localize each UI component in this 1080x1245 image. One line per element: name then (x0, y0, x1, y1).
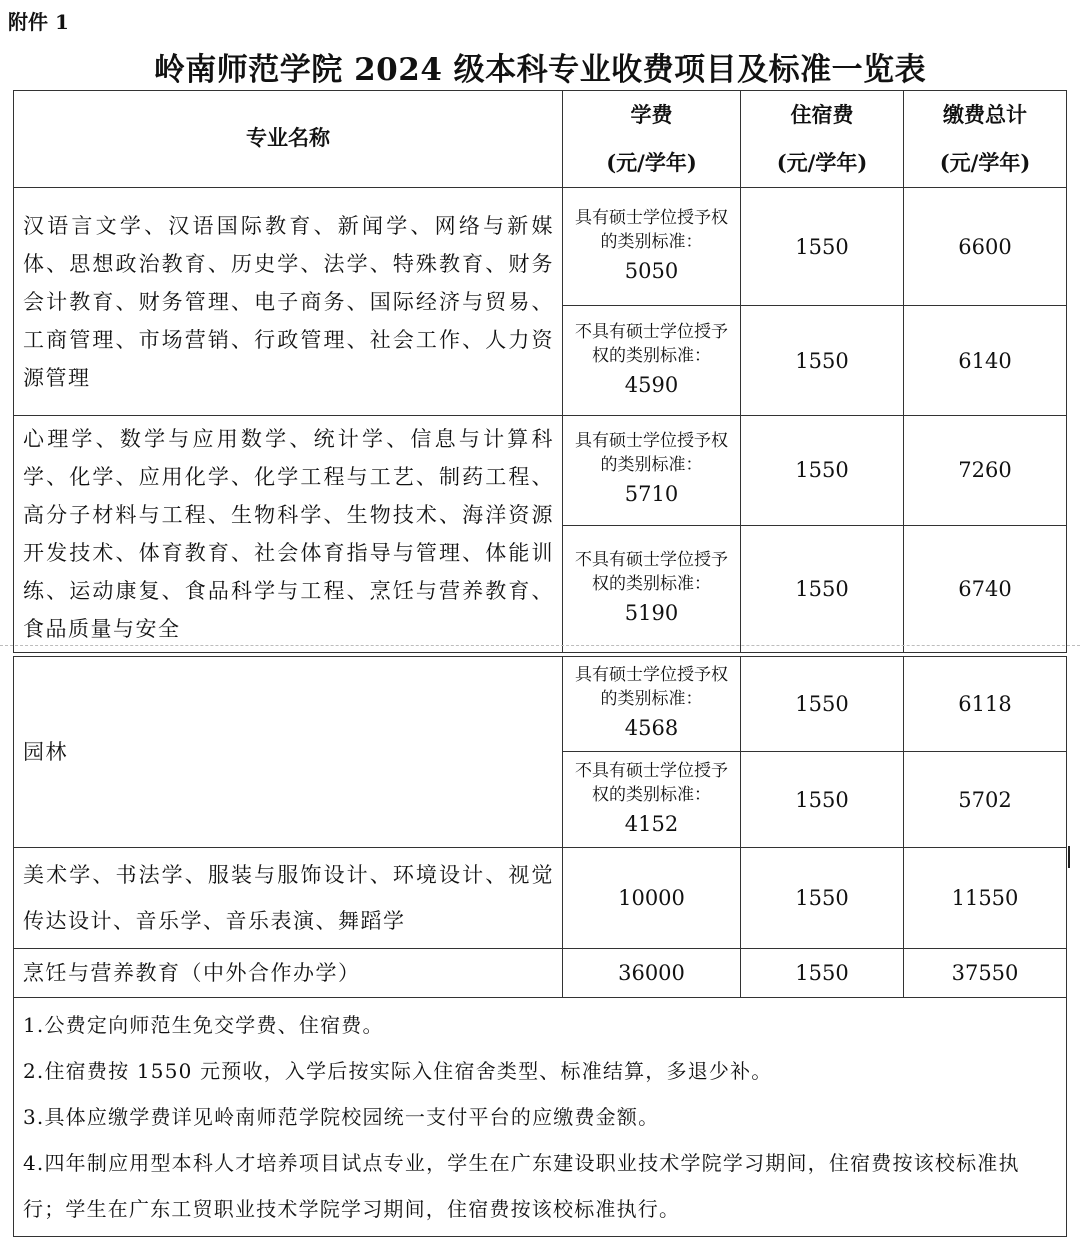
majors-cell: 汉语言文学、汉语国际教育、新闻学、网络与新媒体、思想政治教育、历史学、法学、特殊教育、财务会计教育、财务管理、电子商务、国际经济与贸易、工商管理、市场营销、行政管理、社会工作、人力资源管理 (14, 188, 563, 416)
tuition-cell (563, 188, 741, 306)
majors-cell: 园林 (14, 657, 563, 848)
fee-table-page-2 (13, 656, 1067, 1237)
header-housing (741, 91, 904, 188)
text-cursor (1068, 846, 1070, 868)
tuition-value: 4568 (624, 716, 679, 740)
table-row (14, 657, 1067, 752)
tuition-value: 5710 (624, 482, 679, 507)
note-item: 3.具体应缴学费详见岭南师范学院校园统一支付平台的应缴费金额。 (23, 1105, 660, 1129)
housing-value: 1550 (741, 949, 904, 998)
total-value: 6140 (904, 306, 1067, 416)
total-value: 37550 (904, 949, 1067, 998)
tuition-category-label: 不具有硕士学位授予权的类别标准： (575, 549, 728, 594)
note-item: 2.住宿费按 1550 元预收，入学后按实际入住宿舍类型、标准结算，多退少补。 (23, 1059, 773, 1083)
housing-value: 1550 (741, 416, 904, 526)
header-major: 专业名称 (14, 91, 563, 188)
tuition-cell (563, 525, 741, 652)
header-total (904, 91, 1067, 188)
tuition-category-label: 不具有硕士学位授予权的类别标准： (575, 760, 728, 805)
tuition-category-label: 不具有硕士学位授予权的类别标准： (575, 321, 728, 366)
total-value: 6740 (904, 525, 1067, 652)
table-header-row (14, 91, 1067, 188)
total-value: 6118 (904, 657, 1067, 752)
document-title: 岭南师范学院 2024 级本科专业收费项目及标准一览表 (153, 52, 927, 88)
tuition-value: 5050 (624, 258, 679, 283)
note-item: 1.公费定向师范生免交学费、住宿费。 (23, 1013, 384, 1037)
table-row (14, 188, 1067, 306)
tuition-value: 10000 (563, 848, 741, 949)
header-tuition-label: 学费 (630, 102, 673, 127)
tuition-value: 5190 (624, 600, 679, 625)
header-tuition (563, 91, 741, 188)
housing-value: 1550 (741, 525, 904, 652)
header-total-unit: (元/学年) (939, 150, 1031, 175)
majors-cell: 美术学、书法学、服装与服饰设计、环境设计、视觉传达设计、音乐学、音乐表演、舞蹈学 (14, 848, 563, 949)
housing-value: 1550 (741, 188, 904, 306)
housing-value: 1550 (741, 306, 904, 416)
tuition-cell (563, 306, 741, 416)
housing-value: 1550 (741, 848, 904, 949)
table-row (14, 416, 1067, 526)
total-value: 11550 (904, 848, 1067, 949)
page-break-line (0, 645, 1080, 646)
table-row (14, 848, 1067, 949)
majors-cell: 烹饪与营养教育（中外合作办学） (14, 949, 563, 998)
notes-row (14, 998, 1067, 1237)
tuition-category-label: 具有硕士学位授予权的类别标准： (575, 665, 728, 709)
housing-value: 1550 (741, 657, 904, 752)
majors-cell: 心理学、数学与应用数学、统计学、信息与计算科学、化学、应用化学、化学工程与工艺、制药工程、高分子材料与工程、生物科学、生物技术、海洋资源开发技术、体育教育、社会体育指导与管理、体能训练、运动康复、食品科学与工程、烹饪与营养教育、食品质量与安全 (14, 416, 563, 653)
tuition-value: 36000 (563, 949, 741, 998)
total-value: 6600 (904, 188, 1067, 306)
tuition-cell (563, 752, 741, 848)
tuition-category-label: 具有硕士学位授予权的类别标准： (575, 207, 728, 252)
header-housing-unit: (元/学年) (776, 150, 868, 175)
header-tuition-unit: (元/学年) (606, 150, 697, 175)
tuition-value: 4590 (624, 372, 679, 397)
attachment-label: 附件 1 (8, 10, 69, 34)
total-value: 5702 (904, 752, 1067, 848)
tuition-category-label: 具有硕士学位授予权的类别标准： (575, 431, 728, 476)
notes-cell (14, 998, 1067, 1237)
note-item: 4.四年制应用型本科人才培养项目试点专业，学生在广东建设职业技术学院学习期间，住宿费按该校标准执行；学生在广东工贸职业技术学院学习期间，住宿费按该校标准执行。 (23, 1151, 1020, 1221)
housing-value: 1550 (741, 752, 904, 848)
header-housing-label: 住宿费 (790, 102, 854, 127)
total-value: 7260 (904, 416, 1067, 526)
table-row (14, 949, 1067, 998)
fee-table-page-1 (13, 90, 1067, 653)
tuition-value: 4152 (624, 811, 679, 836)
tuition-cell (563, 657, 741, 752)
header-total-label: 缴费总计 (943, 102, 1027, 127)
tuition-cell (563, 416, 741, 526)
